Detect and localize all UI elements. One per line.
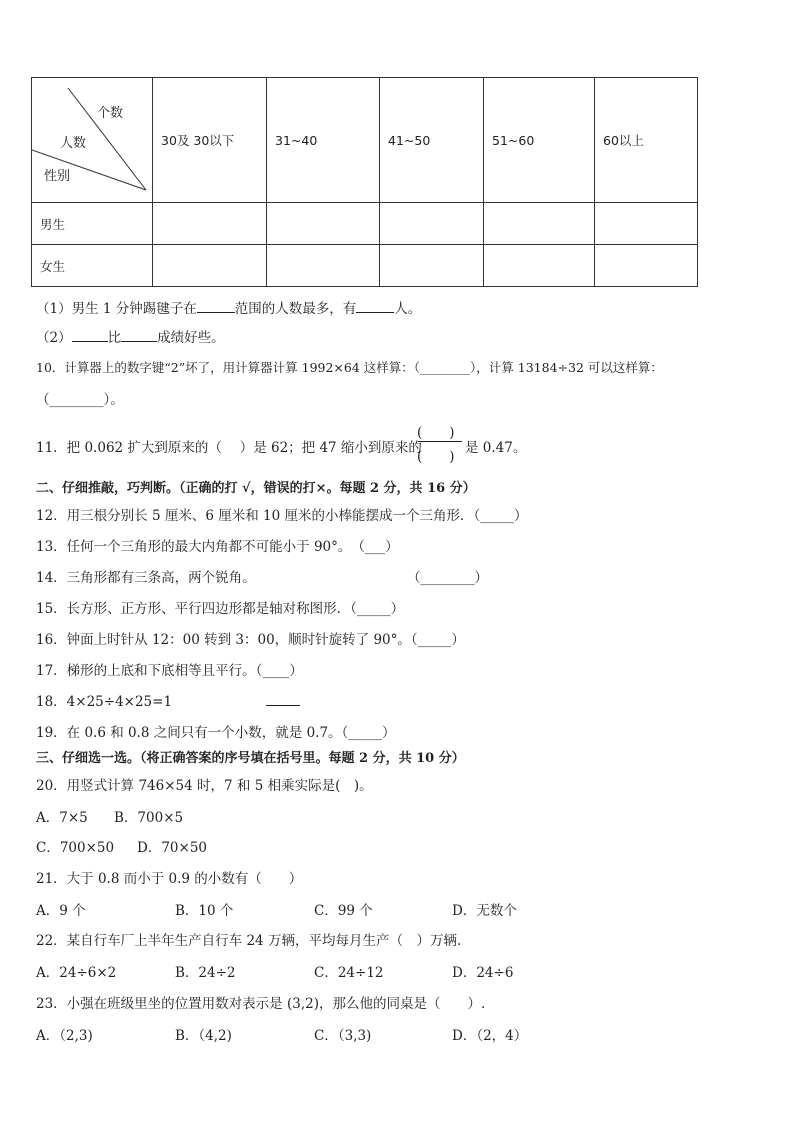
- corner-label-top: 个数: [97, 106, 124, 121]
- judge-item-14-blank[interactable]: （________）: [407, 570, 488, 586]
- table-row: [32, 203, 698, 245]
- judge-item-14: 14．三角形都有三条高，两个锐角。: [36, 570, 256, 586]
- answer-cell[interactable]: [267, 203, 380, 245]
- answer-cell[interactable]: [153, 203, 267, 245]
- q20-option-c[interactable]: C．700×50: [36, 840, 115, 856]
- judge-item-12: 12．用三根分别长 5 厘米、6 厘米和 10 厘米的小棒能摆成一个三角形．（_____）: [36, 508, 528, 524]
- q23-option-a[interactable]: A．（2,3): [36, 1028, 93, 1044]
- corner-label-middle: 人数: [60, 136, 87, 151]
- blank[interactable]: [356, 300, 394, 313]
- q21-stem: 21．大于 0.8 而小于 0.9 的小数有（ ）: [36, 871, 303, 887]
- q23-stem: 23．小强在班级里坐的位置用数对表示是 (3,2)，那么他的同桌是（ ）.: [36, 996, 486, 1012]
- section-heading-judge: 二、仔细推敲，巧判断。（正确的打 √，错误的打×。每题 2 分，共 16 分）: [36, 481, 476, 496]
- header-cell: 30及 30以下: [153, 78, 267, 203]
- judge-item-17: 17．梯形的上底和下底相等且平行。（____）: [36, 663, 303, 679]
- q22-option-c[interactable]: C．24÷12: [314, 965, 384, 981]
- judge-item-18-blank[interactable]: [266, 705, 300, 706]
- q9-sub1: （1）男生 1 分钟踢毽子在 范围的人数最多，有 人。: [36, 301, 422, 317]
- q21-option-a[interactable]: A．9 个: [36, 903, 86, 919]
- header-cell: 31~40: [267, 78, 380, 203]
- answer-cell[interactable]: [484, 245, 595, 287]
- data-table: [31, 77, 698, 287]
- q20-option-d[interactable]: D．70×50: [137, 840, 207, 856]
- header-cell: 60以上: [595, 78, 698, 203]
- judge-item-16: 16．钟面上时针从 12：00 转到 3：00，顺时针旋转了 90°。（_____）: [36, 632, 465, 648]
- q22-option-a[interactable]: A．24÷6×2: [36, 965, 117, 981]
- table-row: [32, 245, 698, 287]
- q11-text-b: 是 0.47。: [465, 440, 527, 456]
- answer-cell[interactable]: [380, 245, 484, 287]
- blank[interactable]: [121, 329, 157, 342]
- answer-cell[interactable]: [267, 245, 380, 287]
- diagonal-header-cell: [32, 78, 153, 203]
- fraction-bar: [418, 441, 462, 442]
- answer-cell[interactable]: [595, 245, 698, 287]
- q21-option-c[interactable]: C．99 个: [314, 903, 373, 919]
- judge-item-13: 13．任何一个三角形的最大内角都不可能小于 90°。 （___）: [36, 539, 399, 555]
- header-cell: 41~50: [380, 78, 484, 203]
- q22-stem: 22．某自行车厂上半年生产自行车 24 万辆，平均每月生产（ ）万辆.: [36, 933, 462, 949]
- answer-cell[interactable]: [484, 203, 595, 245]
- fraction-denominator[interactable]: ( ): [417, 449, 455, 465]
- judge-item-15: 15．长方形、正方形、平行四边形都是轴对称图形．（_____）: [36, 601, 405, 617]
- q20-stem: 20．用竖式计算 746×54 时，7 和 5 相乘实际是( )。: [36, 778, 373, 794]
- blank[interactable]: [72, 329, 108, 342]
- q9-sub2: （2） 比 成绩好些。: [36, 330, 225, 346]
- row-label: 男生: [32, 203, 153, 245]
- q22-option-b[interactable]: B．24÷2: [175, 965, 236, 981]
- q20-option-b[interactable]: B．700×5: [114, 810, 184, 826]
- q11-text-a: 11．把 0.062 扩大到原来的（ ）是 62；把 47 缩小到原来的: [36, 440, 422, 456]
- judge-item-19: 19．在 0.6 和 0.8 之间只有一个小数，就是 0.7。（_____）: [36, 725, 396, 741]
- corner-label-bottom: 性别: [44, 169, 71, 184]
- q21-option-b[interactable]: B．10 个: [175, 903, 234, 919]
- answer-cell[interactable]: [595, 203, 698, 245]
- blank[interactable]: [197, 300, 235, 313]
- q23-option-c[interactable]: C．（3,3): [314, 1028, 372, 1044]
- header-cell: 51~60: [484, 78, 595, 203]
- answer-cell[interactable]: [153, 245, 267, 287]
- q23-option-d[interactable]: D．（2，4）: [452, 1028, 528, 1044]
- q23-option-b[interactable]: B．（4,2): [175, 1028, 232, 1044]
- answer-cell[interactable]: [380, 203, 484, 245]
- fraction-numerator[interactable]: ( ): [417, 425, 455, 441]
- q10-line2: （________）。: [36, 392, 124, 408]
- q22-option-d[interactable]: D．24÷6: [452, 965, 514, 981]
- q21-option-d[interactable]: D．无数个: [452, 903, 517, 919]
- section-heading-choice: 三、仔细选一选。（将正确答案的序号填在括号里。每题 2 分，共 10 分）: [36, 751, 465, 766]
- row-label: 女生: [32, 245, 153, 287]
- q20-option-a[interactable]: A．7×5: [36, 810, 88, 826]
- q10-line1: 10．计算器上的数字键“2”坏了，用计算器计算 1992×64 这样算：（________），计算 13184÷32 可以这样算：: [36, 360, 663, 375]
- judge-item-18: 18．4×25÷4×25=1: [36, 694, 173, 710]
